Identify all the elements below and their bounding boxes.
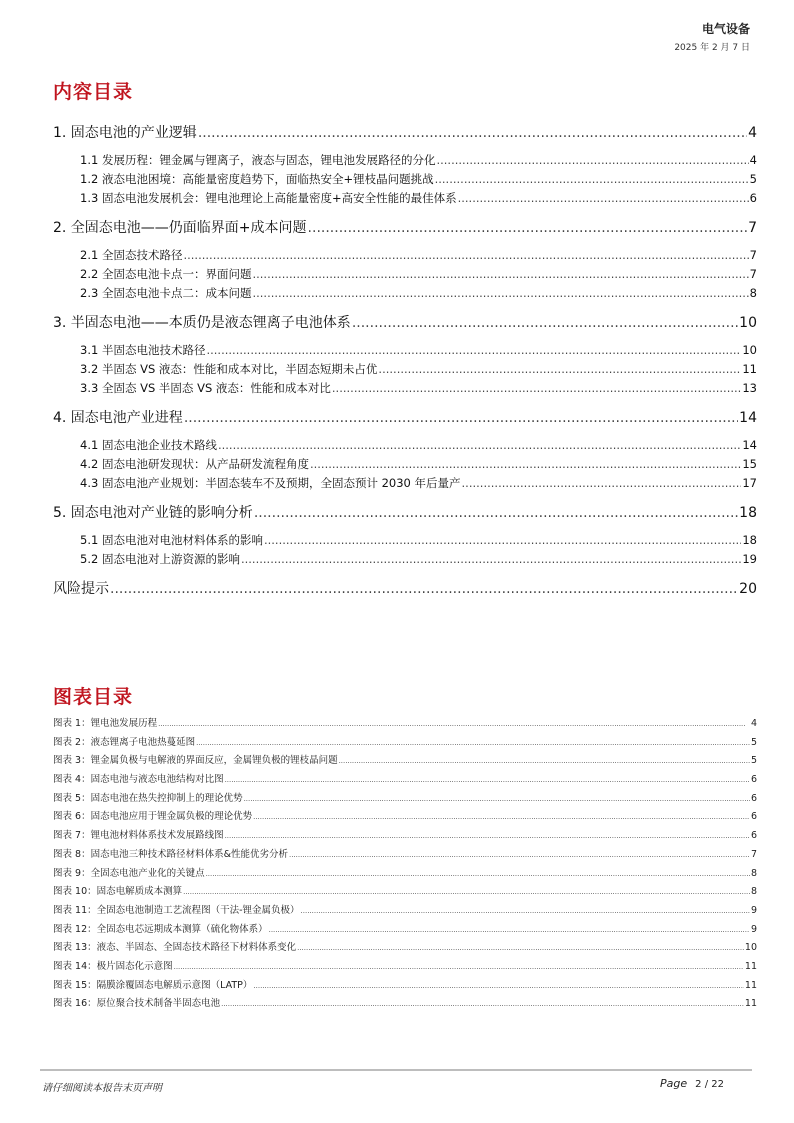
toc-section[interactable]	[53, 217, 757, 238]
leader-dots	[244, 795, 750, 803]
leader-dots	[198, 125, 747, 141]
toc-subsection-label: 1.2 液态电池困境：高能量密度趋势下，面临热安全+锂枝晶问题挑战	[80, 172, 434, 186]
toc-subsection[interactable]	[53, 171, 757, 190]
toc-subsection[interactable]	[53, 247, 757, 266]
figure-label: 图表 14：极片固态化示意图	[53, 960, 173, 972]
leader-dots	[252, 267, 748, 281]
figure-label: 图表 12：全固态电芯远期成本测算（硫化物体系）	[53, 923, 268, 935]
toc-page-number: 8	[749, 286, 757, 300]
figure-label: 图表 11：全固态电池制造工艺流程图（干法-锂金属负极）	[53, 904, 300, 916]
figure-entry[interactable]	[53, 958, 757, 977]
toc-subsection-label: 2.3 全固态电池卡点二：成本问题	[80, 286, 252, 300]
figure-page-number: 7	[750, 848, 757, 860]
figure-entry[interactable]	[53, 808, 757, 827]
toc-page-number: 19	[742, 552, 757, 566]
toc-subsection-label: 5.1 固态电池对电池材料体系的影响	[80, 533, 263, 547]
footer-divider	[40, 1069, 752, 1071]
figure-entry[interactable]	[53, 939, 757, 958]
leader-dots	[308, 220, 748, 236]
figure-page-number: 4	[750, 718, 757, 729]
toc-subsection[interactable]	[53, 342, 757, 361]
toc-subsection-label: 2.1 全固态技术路径	[80, 248, 183, 262]
figure-page-number: 5	[750, 755, 757, 767]
figure-label: 图表 3：锂金属负极与电解液的界面反应，金属锂负极的锂枝晶问题	[53, 755, 338, 767]
toc-subsection[interactable]	[53, 361, 757, 380]
figure-label: 图表 5：固态电池在热失控抑制上的理论优势	[53, 792, 243, 804]
report-category: 电气设备	[701, 22, 750, 36]
toc-page-number: 15	[742, 457, 757, 471]
leader-dots	[339, 757, 750, 765]
toc-section[interactable]	[53, 122, 757, 143]
toc-risk[interactable]	[53, 578, 757, 599]
toc-subsection[interactable]	[53, 190, 757, 209]
page-number: 2 / 22	[695, 1079, 724, 1090]
toc-subsection-label: 4.1 固态电池企业技术路线	[80, 438, 217, 452]
leader-dots	[253, 982, 743, 990]
leader-dots	[225, 776, 750, 784]
toc-subsection-label: 1.1 发展历程：锂金属与锂离子，液态与固态，锂电池发展路径的分化	[80, 153, 436, 167]
figure-label: 图表 15：隔膜涂覆固态电解质示意图（LATP）	[53, 979, 253, 991]
toc-subsection[interactable]	[53, 456, 757, 475]
leader-dots	[206, 343, 741, 357]
figure-page-number: 11	[744, 979, 757, 991]
toc-page-number: 20	[739, 581, 757, 597]
figure-label: 图表 6：固态电池应用于锂金属负极的理论优势	[53, 811, 253, 823]
toc-page-number: 14	[739, 410, 757, 426]
figure-entry[interactable]	[53, 734, 757, 753]
figure-entry[interactable]	[53, 715, 757, 734]
figure-page-number: 11	[744, 998, 757, 1010]
toc-page-number: 11	[742, 362, 757, 376]
leader-dots	[435, 172, 749, 186]
leader-dots	[225, 832, 750, 840]
leader-dots	[269, 926, 750, 934]
contents-list	[53, 122, 757, 599]
toc-subsection-label: 1.3 固态电池发展机会：锂电池理论上高能量密度+高安全性能的最佳体系	[80, 191, 457, 205]
leader-dots	[218, 438, 741, 452]
figure-page-number: 6	[750, 811, 757, 823]
toc-page-number: 10	[742, 343, 757, 357]
toc-page-number: 17	[742, 476, 757, 490]
toc-page-number: 5	[749, 172, 757, 186]
toc-subsection[interactable]	[53, 437, 757, 456]
leader-dots	[183, 888, 750, 896]
toc-subsection[interactable]	[53, 551, 757, 570]
figure-label: 图表 10：固态电解质成本测算	[53, 886, 183, 898]
toc-page-number: 7	[749, 267, 757, 281]
leader-dots	[221, 1000, 744, 1008]
figure-entry[interactable]	[53, 902, 757, 921]
leader-dots	[301, 907, 750, 915]
figure-entry[interactable]	[53, 921, 757, 940]
toc-subsection-label: 3.2 半固态 VS 液态：性能和成本对比，半固态短期未占优	[80, 362, 378, 376]
figure-entry[interactable]	[53, 752, 757, 771]
report-date: 2025 年 2 月 7 日	[674, 43, 750, 53]
toc-section-label: 2. 全固态电池——仍面临界面+成本问题	[53, 220, 307, 236]
figure-page-number: 6	[750, 830, 757, 842]
figure-page-number: 8	[750, 886, 757, 898]
contents-title: 内容目录	[53, 81, 134, 103]
figure-entry[interactable]	[53, 865, 757, 884]
toc-section-label: 3. 半固态电池——本质仍是液态锂离子电池体系	[53, 315, 351, 331]
figure-label: 图表 13：液态、半固态、全固态技术路径下材料体系变化	[53, 942, 297, 954]
figure-page-number: 11	[744, 960, 757, 972]
figure-entry[interactable]	[53, 977, 757, 996]
figure-label: 图表 4：固态电池与液态电池结构对比图	[53, 774, 224, 786]
figure-page-number: 5	[750, 736, 757, 748]
leader-dots	[252, 286, 748, 300]
figure-entry[interactable]	[53, 883, 757, 902]
page-label: Page	[660, 1077, 688, 1090]
leader-dots	[184, 410, 738, 426]
toc-page-number: 14	[742, 438, 757, 452]
toc-page-number: 18	[742, 533, 757, 547]
figure-page-number: 6	[750, 792, 757, 804]
toc-subsection[interactable]	[53, 475, 757, 494]
toc-section[interactable]	[53, 502, 757, 523]
toc-subsection-label: 5.2 固态电池对上游资源的影响	[80, 552, 240, 566]
leader-dots	[174, 963, 744, 971]
figure-entry[interactable]	[53, 827, 757, 846]
figure-entry[interactable]	[53, 790, 757, 809]
leader-dots	[297, 944, 744, 952]
toc-subsection[interactable]	[53, 266, 757, 285]
figure-label: 图表 16：原位聚合技术制备半固态电池	[53, 998, 221, 1010]
figure-label: 图表 2：液态锂离子电池热蔓延图	[53, 736, 196, 748]
leader-dots	[332, 381, 741, 395]
figure-entry[interactable]	[53, 771, 757, 790]
toc-subsection[interactable]	[53, 152, 757, 171]
leader-dots	[254, 505, 738, 521]
figure-entry[interactable]	[53, 995, 757, 1014]
toc-page-number: 6	[749, 191, 757, 205]
toc-section-label: 风险提示	[53, 581, 109, 597]
figure-label: 图表 1：锂电池发展历程	[53, 718, 158, 729]
toc-section[interactable]	[53, 312, 757, 333]
toc-subsection-label: 4.3 固态电池产业规划：半固态装车不及预期，全固态预计 2030 年后量产	[80, 476, 461, 490]
figure-page-number: 9	[750, 904, 757, 916]
figure-page-number: 6	[750, 774, 757, 786]
leader-dots	[352, 315, 738, 331]
toc-page-number: 10	[739, 315, 757, 331]
toc-subsection[interactable]	[53, 532, 757, 551]
toc-page-number: 13	[742, 381, 757, 395]
leader-dots	[378, 362, 741, 376]
toc-section[interactable]	[53, 407, 757, 428]
footer-page	[660, 1077, 724, 1090]
toc-subsection-label: 3.3 全固态 VS 半固态 VS 液态：性能和成本对比	[80, 381, 331, 395]
toc-page-number: 4	[748, 125, 757, 141]
figure-page-number: 9	[750, 923, 757, 935]
leader-dots	[110, 581, 738, 597]
leader-dots	[310, 457, 741, 471]
toc-subsection-label: 3.1 半固态电池技术路径	[80, 343, 206, 357]
figure-label: 图表 9：全固态电池产业化的关键点	[53, 867, 205, 879]
toc-section-label: 4. 固态电池产业进程	[53, 410, 183, 426]
leader-dots	[462, 476, 742, 490]
toc-subsection-label: 2.2 全固态电池卡点一：界面问题	[80, 267, 252, 281]
figure-page-number: 8	[750, 867, 757, 879]
figure-label: 图表 7：锂电池材料体系技术发展路线图	[53, 830, 224, 842]
toc-page-number: 4	[749, 153, 757, 167]
toc-page-number: 7	[748, 220, 757, 236]
toc-section-label: 1. 固态电池的产业逻辑	[53, 125, 197, 141]
figure-entry[interactable]	[53, 846, 757, 865]
footer-disclaimer: 请仔细阅读本报告末页声明	[42, 1083, 162, 1094]
toc-subsection-label: 4.2 固态电池研发现状：从产品研发流程角度	[80, 457, 309, 471]
figures-list	[53, 715, 757, 1014]
figures-title: 图表目录	[53, 686, 134, 708]
leader-dots	[196, 739, 750, 747]
toc-section-label: 5. 固态电池对产业链的影响分析	[53, 505, 253, 521]
toc-subsection[interactable]	[53, 380, 757, 399]
figure-label: 图表 8：固态电池三种技术路径材料体系&性能优劣分析	[53, 848, 288, 860]
leader-dots	[264, 533, 741, 547]
toc-subsection[interactable]	[53, 285, 757, 304]
leader-dots	[241, 552, 741, 566]
toc-page-number: 7	[749, 248, 757, 262]
leader-dots	[206, 870, 750, 878]
leader-dots	[253, 813, 750, 821]
leader-dots	[289, 851, 750, 859]
figure-page-number: 10	[744, 942, 757, 954]
leader-dots	[436, 153, 748, 167]
leader-dots	[183, 248, 748, 262]
leader-dots	[158, 720, 750, 728]
leader-dots	[458, 191, 749, 205]
toc-page-number: 18	[739, 505, 757, 521]
